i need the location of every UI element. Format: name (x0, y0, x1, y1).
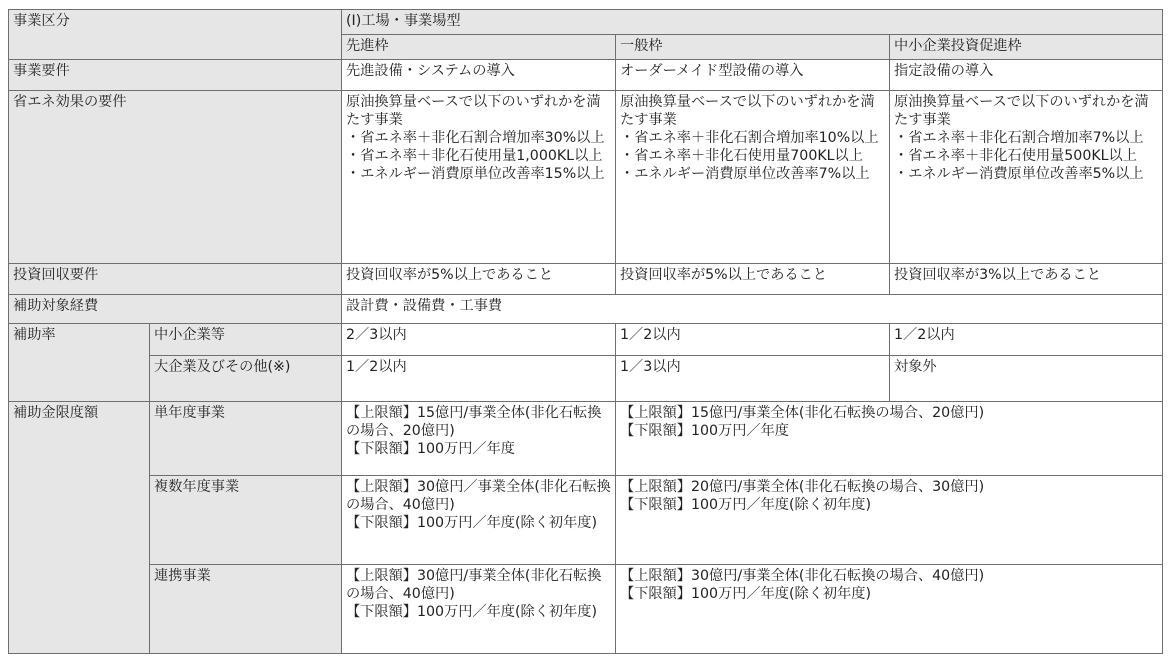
category-label: 事業区分 (9, 10, 342, 60)
col-header-general: 一般枠 (616, 35, 890, 60)
limit-multi-other: 【上限額】20億円/事業全体(非化石転換の場合、30億円) 【下限額】100万円／年度(除く初年度) (616, 476, 1163, 565)
subsidy-rate-label: 補助率 (9, 324, 150, 402)
limit-coop-other: 【上限額】30億円/事業全体(非化石転換の場合、40億円) 【下限額】100万円／年度(除く初年度) (616, 565, 1163, 654)
table-row (9, 295, 1163, 324)
payback-general: 投資回収率が5%以上であること (616, 264, 890, 295)
energy-label: 省エネ効果の要件 (9, 91, 342, 264)
limit-multi-label: 複数年度事業 (150, 476, 342, 565)
table-row (9, 60, 1163, 91)
limit-coop-label: 連携事業 (150, 565, 342, 654)
table-row (9, 565, 1163, 654)
subsidy-table (8, 9, 1163, 654)
category-value: (Ⅰ)工場・事業場型 (342, 10, 1163, 35)
energy-general: 原油換算量ベースで以下のいずれかを満たす事業 ・省エネ率＋非化石割合増加率10%以上 ・省エネ率＋非化石使用量700KL以上 ・エネルギー消費原単位改善率7%以上 (616, 91, 890, 264)
limit-single-label: 単年度事業 (150, 402, 342, 476)
limit-single-other: 【上限額】15億円/事業全体(非化石転換の場合、20億円) 【下限額】100万円／年度 (616, 402, 1163, 476)
col-header-advanced: 先進枠 (342, 35, 616, 60)
subsidy-rate-sme-label: 中小企業等 (150, 324, 342, 356)
requirements-advanced: 先進設備・システムの導入 (342, 60, 616, 91)
requirements-sme: 指定設備の導入 (890, 60, 1163, 91)
table-row (9, 324, 1163, 356)
energy-advanced: 原油換算量ベースで以下のいずれかを満たす事業 ・省エネ率＋非化石割合増加率30%以上 ・省エネ率＋非化石使用量1,000KL以上 ・エネルギー消費原単位改善率15%以上 (342, 91, 616, 264)
eligible-costs-value: 設計費・設備費・工事費 (342, 295, 1163, 324)
table-row (9, 10, 1163, 35)
payback-label: 投資回収要件 (9, 264, 342, 295)
energy-sme: 原油換算量ベースで以下のいずれかを満たす事業 ・省エネ率＋非化石割合増加率7%以上 ・省エネ率＋非化石使用量500KL以上 ・エネルギー消費原単位改善率5%以上 (890, 91, 1163, 264)
subsidy-rate-large-sme: 対象外 (890, 356, 1163, 402)
payback-advanced: 投資回収率が5%以上であること (342, 264, 616, 295)
subsidy-rate-large-general: 1／3以内 (616, 356, 890, 402)
subsidy-rate-sme-general: 1／2以内 (616, 324, 890, 356)
table-row (9, 356, 1163, 402)
requirements-general: オーダーメイド型設備の導入 (616, 60, 890, 91)
subsidy-rate-sme-advanced: 2／3以内 (342, 324, 616, 356)
eligible-costs-label: 補助対象経費 (9, 295, 342, 324)
limit-multi-advanced: 【上限額】30億円／事業全体(非化石転換の場合、40億円) 【下限額】100万円／年度(除く初年度) (342, 476, 616, 565)
table-row (9, 264, 1163, 295)
subsidy-rate-large-advanced: 1／2以内 (342, 356, 616, 402)
limit-single-advanced: 【上限額】15億円/事業全体(非化石転換の場合、20億円) 【下限額】100万円／年度 (342, 402, 616, 476)
table-row (9, 402, 1163, 476)
subsidy-rate-sme-sme: 1／2以内 (890, 324, 1163, 356)
payback-sme: 投資回収率が3%以上であること (890, 264, 1163, 295)
limit-coop-advanced: 【上限額】30億円/事業全体(非化石転換の場合、40億円) 【下限額】100万円／年度(除く初年度) (342, 565, 616, 654)
table-row (9, 476, 1163, 565)
col-header-sme: 中小企業投資促進枠 (890, 35, 1163, 60)
table-row (9, 91, 1163, 264)
limit-label: 補助金限度額 (9, 402, 150, 654)
subsidy-rate-large-label: 大企業及びその他(※) (150, 356, 342, 402)
requirements-label: 事業要件 (9, 60, 342, 91)
